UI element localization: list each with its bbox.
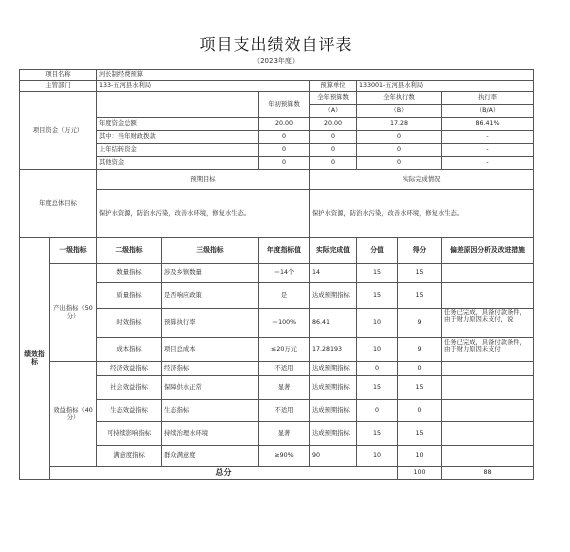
header-target: 年度指标值 (259, 238, 310, 264)
indicator-reason: 任务已完成，具备付款条件，由于财力原因未支付，说 (444, 309, 526, 324)
indicator-l2: 质量指标 (97, 283, 162, 309)
indicator-target: ≤20万元 (259, 338, 310, 362)
indicator-row (20, 283, 534, 309)
funds-initial: 0 (259, 157, 310, 170)
indicator-target: 是 (259, 283, 310, 309)
col-exec-rate: 执行率 (442, 92, 534, 105)
indicator-score: 15 (357, 376, 398, 400)
funds-annual: 0 (310, 144, 357, 157)
unit-label: 预算单位 (310, 81, 357, 92)
header-actual: 实际完成值 (310, 238, 357, 264)
page-title: 项目支出绩效自评表 (199, 35, 353, 54)
indicator-row (20, 309, 534, 338)
indicator-score: 15 (357, 422, 398, 446)
actual-result-label: 实际完成情况 (310, 170, 534, 190)
funds-rate: - (442, 144, 534, 157)
indicator-l3: 项目总成本 (162, 338, 259, 362)
indicator-l2: 经济效益指标 (97, 362, 162, 376)
indicator-l2: 成本指标 (97, 338, 162, 362)
indicator-reason (442, 422, 534, 446)
indicator-l3: 预算执行率 (162, 309, 259, 338)
funds-rate: - (442, 131, 534, 144)
funds-rate: - (442, 157, 534, 170)
funds-row (20, 144, 534, 157)
indicator-reason-cell (442, 309, 534, 338)
indicator-reason (442, 362, 534, 376)
header-level2: 二级指标 (97, 238, 162, 264)
funds-rate: 86.41% (442, 118, 534, 131)
indicator-target: ＝14个 (259, 264, 310, 283)
funds-exec: 0 (357, 131, 442, 144)
indicator-actual: 14 (310, 264, 357, 283)
indicator-got: 10 (398, 446, 442, 467)
actual-result-text: 保护水资源，防治水污染，改善水环境，修复水生态。 (310, 190, 534, 238)
indicator-score: 10 (357, 446, 398, 467)
indicator-l3: 是否响应政策 (162, 283, 259, 309)
header-level3: 三级指标 (162, 238, 259, 264)
funds-annual: 20.00 (310, 118, 357, 131)
indicator-row (20, 338, 534, 362)
indicator-l3: 经济指标 (162, 362, 259, 376)
expected-goal-label: 预期目标 (97, 170, 310, 190)
indicator-actual: 17.28193 (310, 338, 357, 362)
evaluation-sheet (19, 24, 533, 524)
funds-initial: 0 (259, 144, 310, 157)
indicator-got: 15 (398, 264, 442, 283)
funds-row-name: 其他资金 (97, 157, 259, 170)
dept-value: 133-五河县水利局 (97, 81, 310, 92)
indicator-actual: 达成预期指标 (310, 362, 357, 376)
total-row (20, 467, 534, 480)
expected-goal-text: 保护水资源，防治水污染，改善水环境，修复水生态。 (97, 190, 310, 238)
indicator-actual: 达成预期指标 (310, 283, 357, 309)
indicator-score: 15 (357, 283, 398, 309)
indicator-got: 9 (398, 338, 442, 362)
total-got: 88 (442, 467, 534, 480)
indicator-row (20, 446, 534, 467)
header-got: 得分 (398, 238, 442, 264)
funds-blank (97, 92, 259, 118)
total-score: 100 (398, 467, 442, 480)
col-initial-budget: 年初预算数 (259, 92, 310, 118)
indicator-l2: 数量指标 (97, 264, 162, 283)
group-benefit: 效益指标（40分） (50, 362, 97, 467)
indicator-target: ＝100% (259, 309, 310, 338)
header-score: 分值 (357, 238, 398, 264)
col-annual-budget: 全年预算数 (310, 92, 357, 105)
indicator-reason: 任务已完成，具备付款条件，由于财力原因未支付 (444, 338, 526, 353)
indicator-got: 15 (398, 283, 442, 309)
funds-initial: 20.00 (259, 118, 310, 131)
indicator-row (20, 362, 534, 376)
funds-exec: 0 (357, 157, 442, 170)
evaluation-table (19, 69, 534, 480)
indicator-got: 15 (398, 376, 442, 400)
indicator-l3: 持续治理水环境 (162, 422, 259, 446)
funds-row (20, 118, 534, 131)
indicator-got: 15 (398, 422, 442, 446)
total-label: 总分 (50, 467, 398, 480)
indicator-l2: 社会效益指标 (97, 376, 162, 400)
funds-exec: 0 (357, 144, 442, 157)
indicator-row (20, 422, 534, 446)
indicator-got: 9 (398, 309, 442, 338)
indicator-reason-cell (442, 338, 534, 362)
indicator-score: 0 (357, 400, 398, 422)
header-level1: 一级指标 (50, 238, 97, 264)
indicator-l3: 保障供水正常 (162, 376, 259, 400)
indicator-actual: 90 (310, 446, 357, 467)
funds-exec: 17.28 (357, 118, 442, 131)
funds-row (20, 157, 534, 170)
indicator-target: 显著 (259, 422, 310, 446)
project-name-value: 河长制经费预算 (97, 70, 534, 81)
indicator-target: 显著 (259, 376, 310, 400)
indicator-row (20, 400, 534, 422)
indicator-row (20, 264, 534, 283)
dept-label: 主管部门 (20, 81, 97, 92)
indicator-l2: 时效指标 (97, 309, 162, 338)
indicator-score: 10 (357, 338, 398, 362)
unit-value: 133001-五河县水利局 (357, 81, 534, 92)
funds-row-name: 年度资金总额 (97, 118, 259, 131)
perf-section-label: 绩效指标 (20, 238, 50, 480)
indicator-reason (442, 400, 534, 422)
project-name-label: 项目名称 (20, 70, 97, 81)
indicator-reason (442, 283, 534, 309)
indicator-got: 0 (398, 362, 442, 376)
indicator-l2: 生态效益指标 (97, 400, 162, 422)
funds-initial: 0 (259, 131, 310, 144)
indicator-l3: 涉及乡镇数量 (162, 264, 259, 283)
funds-row-name: 其中：当年财政拨款 (97, 131, 259, 144)
indicator-actual: 达成预期指标 (310, 400, 357, 422)
funds-annual: 0 (310, 131, 357, 144)
indicator-l2: 满意度指标 (97, 446, 162, 467)
indicator-got: 0 (398, 400, 442, 422)
indicator-actual: 达成预期指标 (310, 422, 357, 446)
indicator-reason (442, 446, 534, 467)
group-output: 产出指标（50分） (50, 264, 97, 362)
indicator-actual: 86.41 (310, 309, 357, 338)
indicator-target: 不适用 (259, 400, 310, 422)
sym-ba: （B/A） (442, 105, 534, 118)
indicator-reason (442, 264, 534, 283)
sym-b: （B） (357, 105, 442, 118)
sym-a: （A） (310, 105, 357, 118)
goals-label: 年度总体目标 (20, 170, 97, 238)
indicator-l3: 群众满意度 (162, 446, 259, 467)
indicator-score: 0 (357, 362, 398, 376)
indicator-target: ≥90% (259, 446, 310, 467)
header-reason: 偏差原因分析及改进措施 (442, 238, 534, 264)
indicator-row (20, 376, 534, 400)
year-label: （2023年度） (253, 57, 299, 65)
funds-row-name: 上年结转资金 (97, 144, 259, 157)
funds-label: 项目资金（万元） (20, 92, 97, 170)
indicator-score: 15 (357, 264, 398, 283)
indicator-target: 不适用 (259, 362, 310, 376)
indicator-reason (442, 376, 534, 400)
col-annual-exec: 全年执行数 (357, 92, 442, 105)
indicator-l2: 可持续影响指标 (97, 422, 162, 446)
indicator-l3: 生态指标 (162, 400, 259, 422)
indicator-score: 10 (357, 309, 398, 338)
funds-row (20, 131, 534, 144)
funds-annual: 0 (310, 157, 357, 170)
indicator-actual: 达成预期指标 (310, 376, 357, 400)
